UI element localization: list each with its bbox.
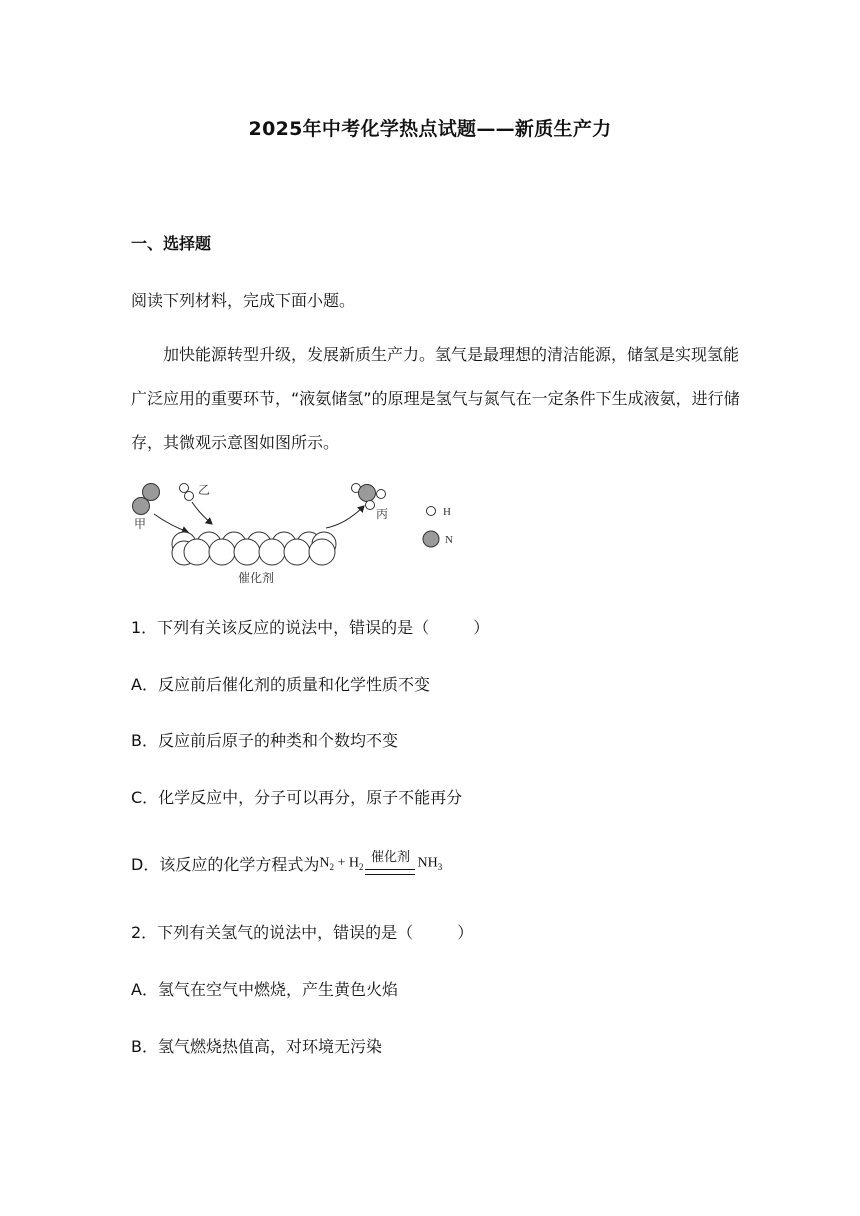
question-1-text: 1．下列有关该反应的说法中，错误的是（	[131, 618, 430, 637]
nh3-molecule-bing	[352, 484, 386, 510]
question-2-text: 2．下列有关氢气的说法中，错误的是（	[131, 923, 414, 942]
label-catalyst: 催化剂	[238, 571, 275, 585]
arrow-in-1	[154, 514, 188, 532]
n2-molecule-jia	[133, 484, 160, 515]
legend-n-icon	[423, 531, 439, 547]
eq-condition: 催化剂	[370, 849, 410, 864]
arrow-in-2	[192, 502, 212, 524]
section-heading: 一、选择题	[131, 234, 212, 253]
material-paragraph	[131, 333, 741, 465]
eq-plus: +	[333, 855, 349, 871]
arrow-out	[326, 506, 364, 528]
label-bing: 丙	[376, 507, 389, 521]
eq-nh-sub: 3	[437, 861, 443, 872]
eq-h-sub: 2	[358, 861, 364, 872]
q1-option-b: B．反应前后原子的种类和个数均不变	[131, 731, 398, 750]
question-2-stem	[131, 920, 473, 943]
eq-n-sub: 2	[329, 861, 334, 872]
eq-equals-lines	[365, 869, 415, 875]
question-1-stem	[131, 615, 489, 638]
eq-nh: NH	[417, 855, 438, 871]
question-2-paren-close: ）	[457, 923, 474, 942]
legend-h-label: H	[443, 506, 451, 518]
q1-option-d	[131, 849, 443, 875]
eq-h: H	[348, 855, 359, 871]
chemical-equation	[319, 849, 443, 873]
label-yi: 乙	[198, 483, 211, 497]
label-jia: 甲	[134, 517, 147, 531]
q1-option-c: C．化学反应中，分子可以再分，原子不能再分	[131, 788, 463, 807]
h2-molecule-yi	[180, 484, 194, 501]
page-title: 2025年中考化学热点试题——新质生产力	[248, 118, 612, 140]
reaction-diagram	[126, 478, 466, 590]
material-text: 加快能源转型升级，发展新质生产力。氢气是最理想的清洁能源，储氢是实现氢能广泛应用的重要环节，“液氨储氢”的原理是氢气与氮气在一定条件下生成液氨，进行储存，其微观示意图如图所示。	[131, 345, 740, 452]
intro-text: 阅读下列材料，完成下面小题。	[131, 291, 356, 310]
question-1-paren-close: ）	[473, 618, 490, 637]
eq-n: N	[319, 855, 330, 871]
q1-option-a: A．反应前后催化剂的质量和化学性质不变	[131, 675, 430, 694]
legend	[423, 506, 453, 547]
q1-option-d-text: D．该反应的化学方程式为	[131, 855, 320, 874]
eq-condition-arrow	[365, 849, 415, 873]
legend-n-label: N	[445, 534, 453, 546]
q2-option-b: B．氢气燃烧热值高，对环境无污染	[131, 1037, 382, 1056]
legend-h-icon	[427, 507, 436, 516]
q2-option-a: A．氢气在空气中燃烧，产生黄色火焰	[131, 980, 398, 999]
